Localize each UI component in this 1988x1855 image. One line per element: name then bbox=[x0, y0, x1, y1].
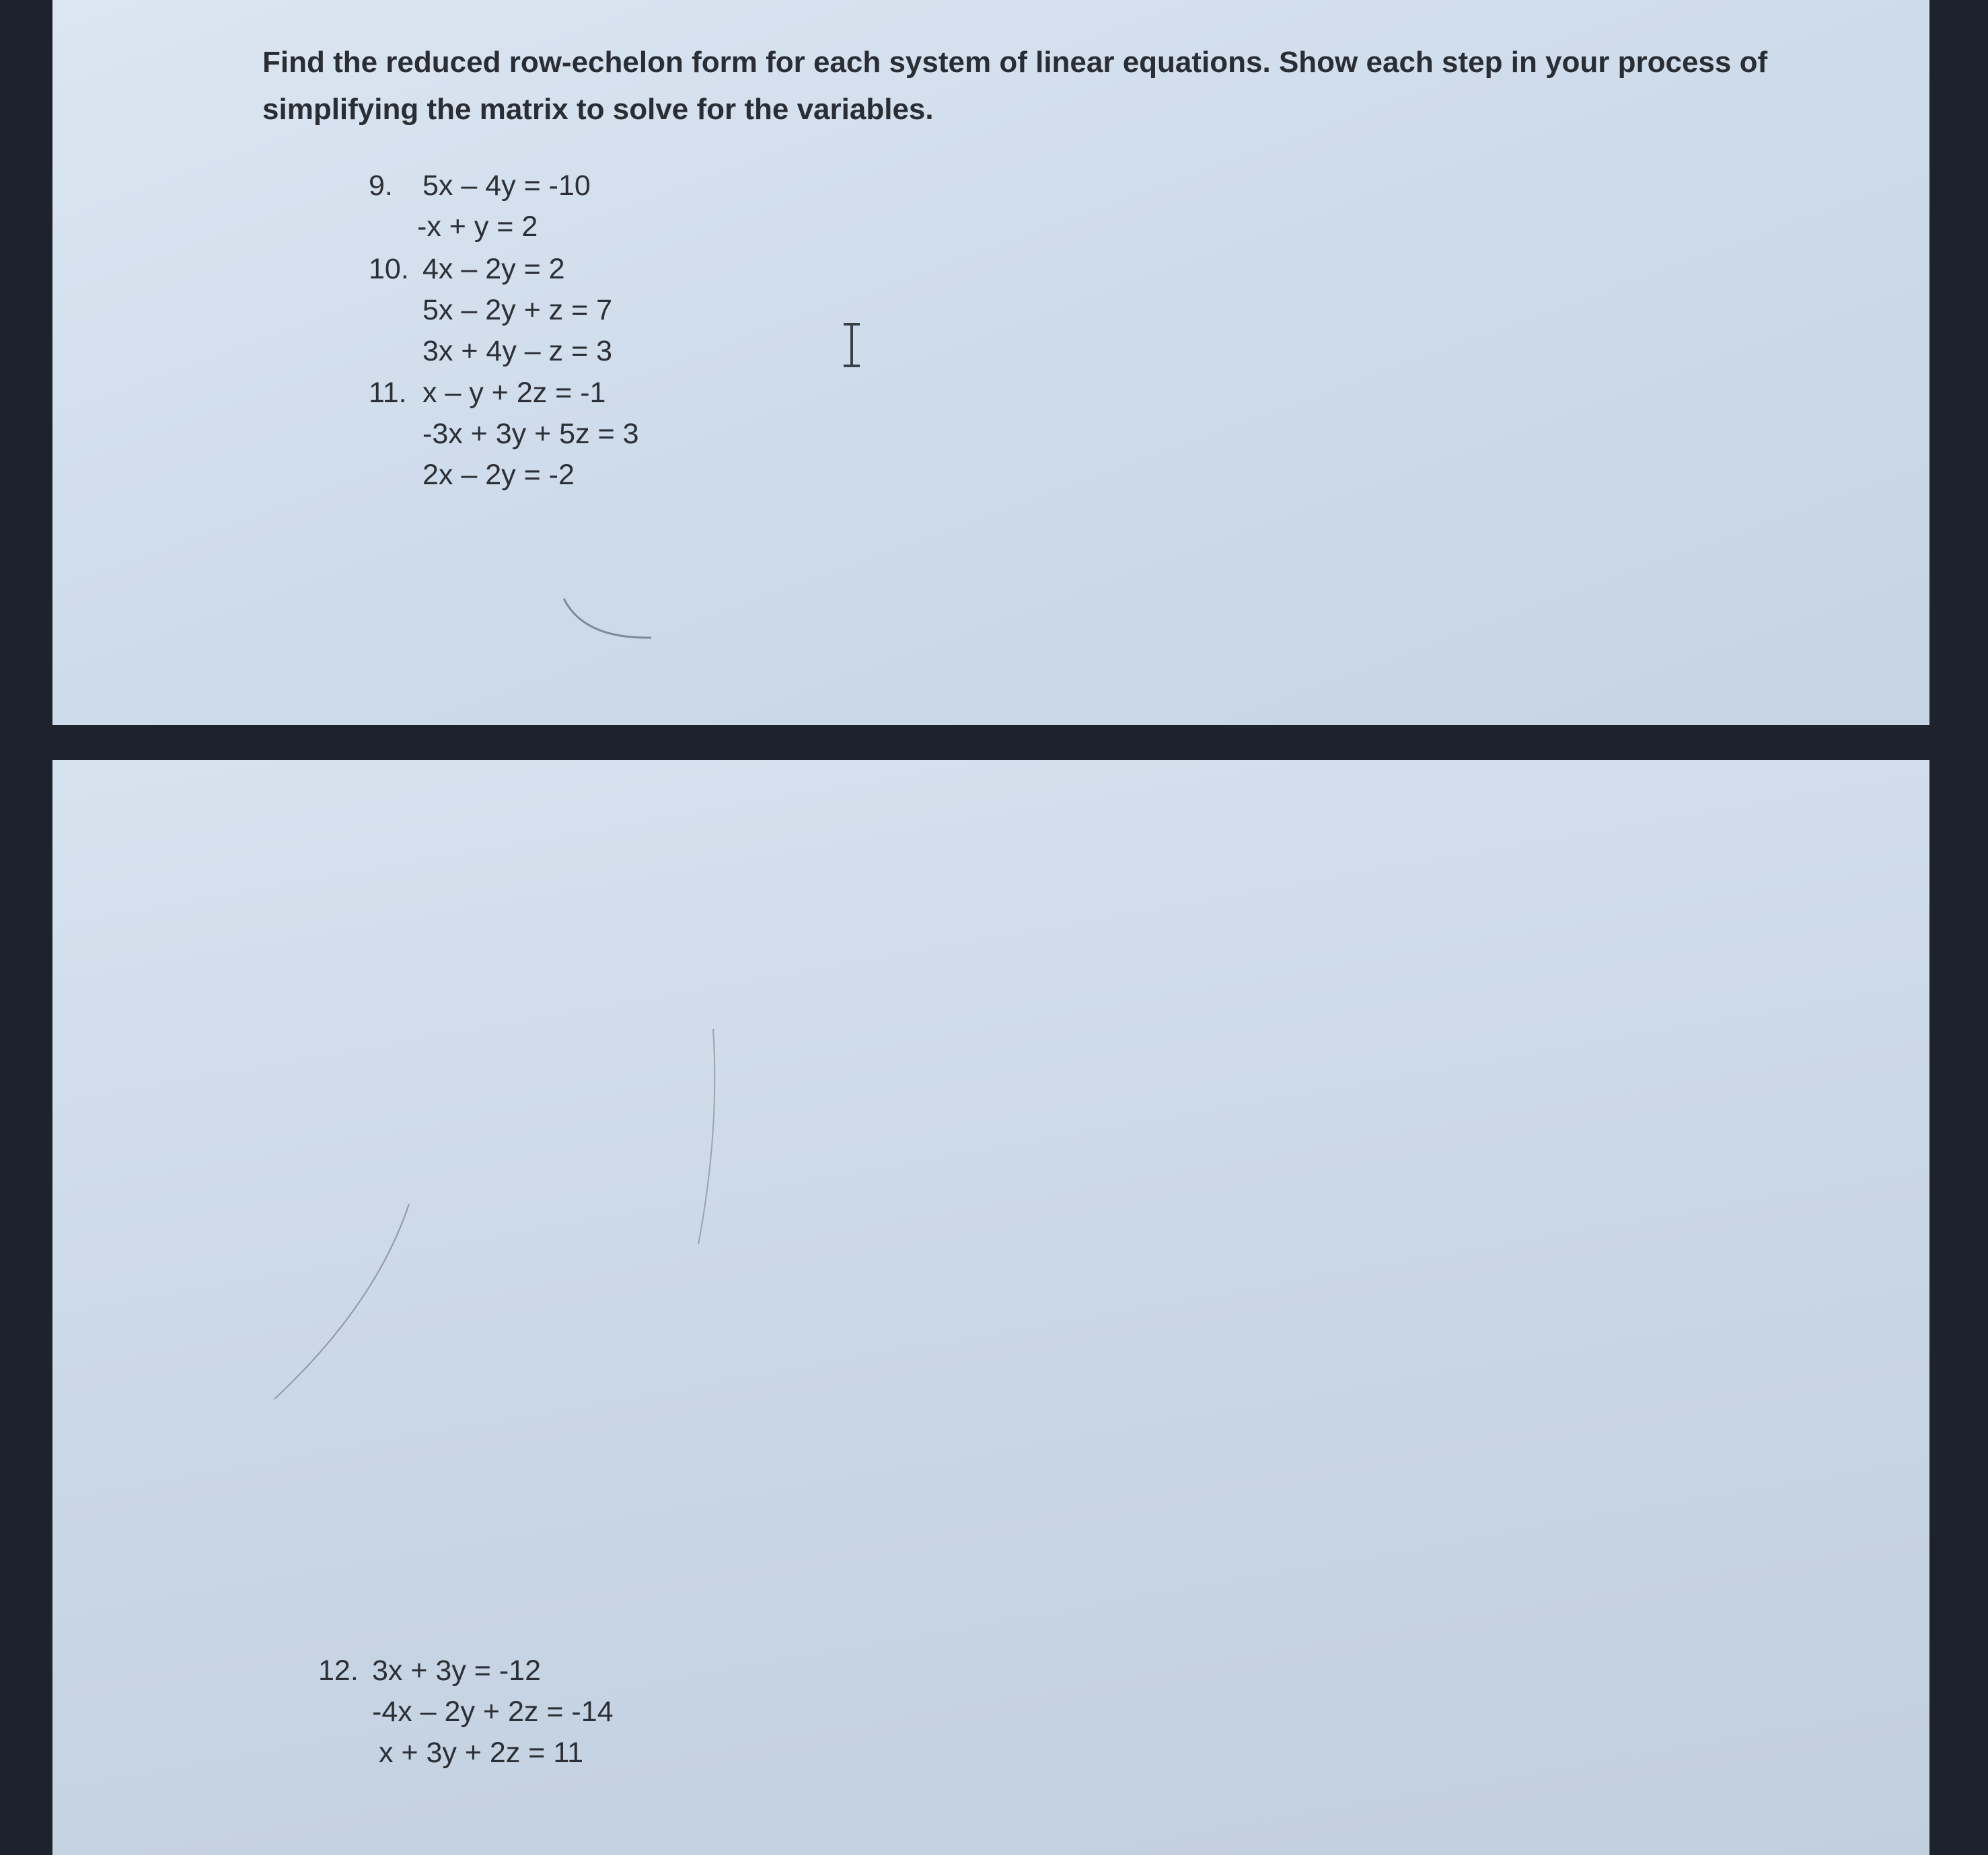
problem-number: 10. bbox=[369, 253, 409, 285]
equation: 3x + 3y = -12 bbox=[372, 1655, 541, 1687]
equation: -4x – 2y + 2z = -14 bbox=[372, 1696, 614, 1728]
pen-mark-decoration bbox=[510, 578, 671, 652]
text-cursor-icon bbox=[838, 321, 865, 369]
equation: 5x – 2y + z = 7 bbox=[422, 294, 613, 326]
equation: -x + y = 2 bbox=[417, 211, 538, 243]
equation: 5x – 4y = -10 bbox=[422, 169, 591, 202]
equation: 3x + 4y – z = 3 bbox=[422, 335, 613, 367]
equation: 2x – 2y = -2 bbox=[422, 459, 575, 491]
problem-number: 11. bbox=[369, 377, 407, 409]
instructions: Find the reduced row-echelon form for each system of linear equations. Show each step in your process of simplifying the matrix to solve for the variables. bbox=[262, 46, 1768, 126]
problem-number: 12. bbox=[318, 1655, 359, 1687]
equation: -3x + 3y + 5z = 3 bbox=[422, 418, 639, 450]
pen-mark-decoration bbox=[254, 1190, 429, 1419]
pen-mark-decoration bbox=[658, 1022, 725, 1264]
equation: x + 3y + 2z = 11 bbox=[379, 1737, 583, 1769]
problem-number: 9. bbox=[369, 169, 393, 202]
worksheet-page-bottom bbox=[52, 760, 1929, 1855]
equation: 4x – 2y = 2 bbox=[422, 253, 565, 285]
equation: x – y + 2z = -1 bbox=[422, 377, 606, 409]
worksheet-page-top bbox=[52, 0, 1929, 725]
